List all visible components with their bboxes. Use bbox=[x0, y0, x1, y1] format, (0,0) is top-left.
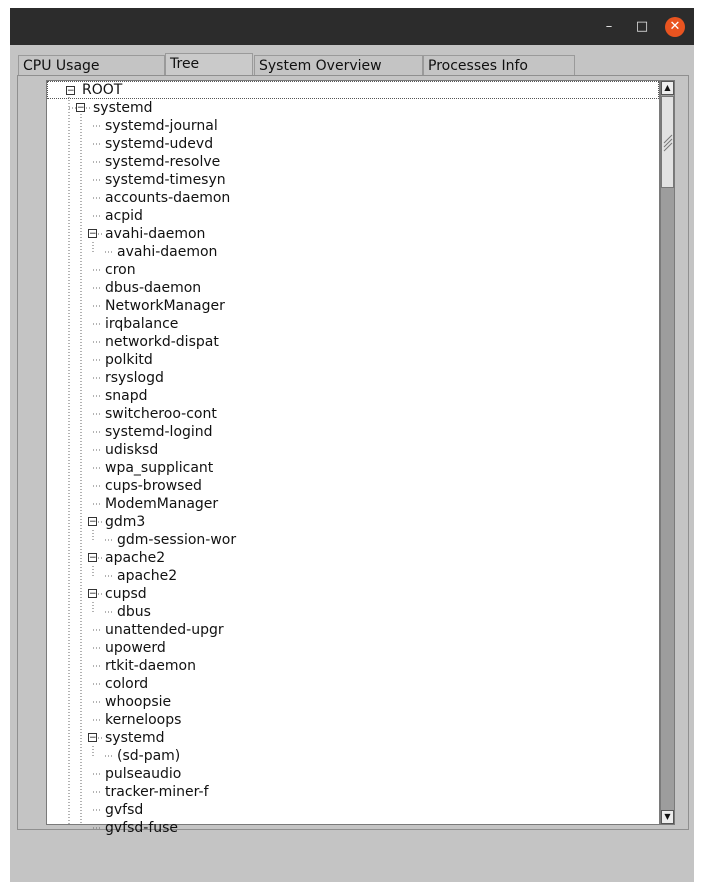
collapse-node-icon[interactable]: − bbox=[89, 553, 97, 563]
scrollbar-thumb[interactable] bbox=[661, 96, 674, 188]
tree-node-label[interactable]: systemd-udevd bbox=[105, 136, 214, 152]
collapse-node-icon[interactable]: − bbox=[89, 589, 97, 599]
tree-node-label[interactable]: tracker-miner-f bbox=[105, 784, 209, 800]
collapse-root-icon[interactable]: − bbox=[67, 86, 75, 96]
tab-tree[interactable]: Tree bbox=[165, 53, 253, 76]
tree-root-label: ROOT bbox=[82, 82, 123, 98]
tree-node-label[interactable]: systemd bbox=[93, 100, 153, 116]
tree-node-label[interactable]: whoopsie bbox=[105, 694, 172, 710]
tab-system-overview[interactable]: System Overview bbox=[254, 55, 423, 76]
tree-node-label[interactable]: apache2 bbox=[105, 550, 166, 566]
tab-bar bbox=[10, 55, 694, 77]
tree-node-label[interactable]: avahi-daemon bbox=[105, 226, 206, 242]
collapse-node-icon[interactable]: − bbox=[89, 733, 97, 743]
maximize-button[interactable]: □ bbox=[635, 19, 649, 34]
tree-node-label[interactable]: udisksd bbox=[105, 442, 159, 458]
tree-node-label[interactable]: irqbalance bbox=[105, 316, 179, 332]
tree-node-label[interactable]: cups-browsed bbox=[105, 478, 202, 494]
tree-node-label[interactable]: polkitd bbox=[105, 352, 153, 368]
tree-node-label[interactable]: wpa_supplicant bbox=[105, 460, 214, 476]
tree-node-label[interactable]: acpid bbox=[105, 208, 143, 224]
tree-node-label[interactable]: networkd-dispat bbox=[105, 334, 219, 350]
tree-node-label[interactable]: avahi-daemon bbox=[117, 244, 218, 260]
tab-cpu-usage[interactable]: CPU Usage bbox=[18, 55, 165, 76]
tree-node-label[interactable]: upowerd bbox=[105, 640, 166, 656]
tree-node-label[interactable]: NetworkManager bbox=[105, 298, 225, 314]
tree-node-label[interactable]: systemd bbox=[105, 730, 165, 746]
scroll-up-arrow-icon[interactable]: ▲ bbox=[661, 81, 674, 95]
tree-node-label[interactable]: (sd-pam) bbox=[117, 748, 181, 764]
tree-node-label[interactable]: colord bbox=[105, 676, 149, 692]
title-bar bbox=[10, 8, 694, 45]
tree-node-label[interactable]: systemd-resolve bbox=[105, 154, 221, 170]
close-button[interactable]: ✕ bbox=[665, 17, 685, 37]
tree-node-label[interactable]: snapd bbox=[105, 388, 148, 404]
collapse-node-icon[interactable]: − bbox=[89, 517, 97, 527]
tree-node-label[interactable]: ModemManager bbox=[105, 496, 219, 512]
tree-node-label[interactable]: systemd-journal bbox=[105, 118, 218, 134]
tree-node-label[interactable]: cron bbox=[105, 262, 136, 278]
scroll-down-arrow-icon[interactable]: ▼ bbox=[661, 810, 674, 824]
tree-node-label[interactable]: switcheroo-cont bbox=[105, 406, 217, 422]
tree-node-label[interactable]: gvfsd-fuse bbox=[105, 820, 179, 836]
thumb-grip-icon bbox=[663, 133, 673, 153]
tree-root-row[interactable] bbox=[47, 81, 659, 99]
tree-node-label[interactable]: systemd-timesyn bbox=[105, 172, 226, 188]
tab-processes-info[interactable]: Processes Info bbox=[423, 55, 575, 76]
minimize-button[interactable]: – bbox=[605, 19, 613, 34]
tree-node-label[interactable]: gdm3 bbox=[105, 514, 146, 530]
tree-node-label[interactable]: cupsd bbox=[105, 586, 147, 602]
tree-node-label[interactable]: dbus bbox=[117, 604, 151, 620]
tree-node-label[interactable]: unattended-upgr bbox=[105, 622, 224, 638]
tree-node-label[interactable]: accounts-daemon bbox=[105, 190, 231, 206]
tab-panel bbox=[17, 75, 689, 836]
tree-node-label[interactable]: kerneloops bbox=[105, 712, 182, 728]
tree-node-label[interactable]: apache2 bbox=[117, 568, 178, 584]
tree-node-label[interactable]: rtkit-daemon bbox=[105, 658, 196, 674]
tree-node-label[interactable]: dbus-daemon bbox=[105, 280, 202, 296]
tree-node-label[interactable]: pulseaudio bbox=[105, 766, 182, 782]
process-tree[interactable] bbox=[46, 80, 660, 836]
tree-node-label[interactable]: systemd-logind bbox=[105, 424, 213, 440]
tree-node-label[interactable]: gvfsd bbox=[105, 802, 144, 818]
collapse-node-icon[interactable]: − bbox=[77, 103, 85, 113]
tree-node-label[interactable]: gdm-session-wor bbox=[117, 532, 237, 548]
app-window bbox=[10, 8, 694, 882]
collapse-node-icon[interactable]: − bbox=[89, 229, 97, 239]
tree-node-label[interactable]: rsyslogd bbox=[105, 370, 164, 386]
vertical-scrollbar[interactable] bbox=[660, 80, 675, 825]
